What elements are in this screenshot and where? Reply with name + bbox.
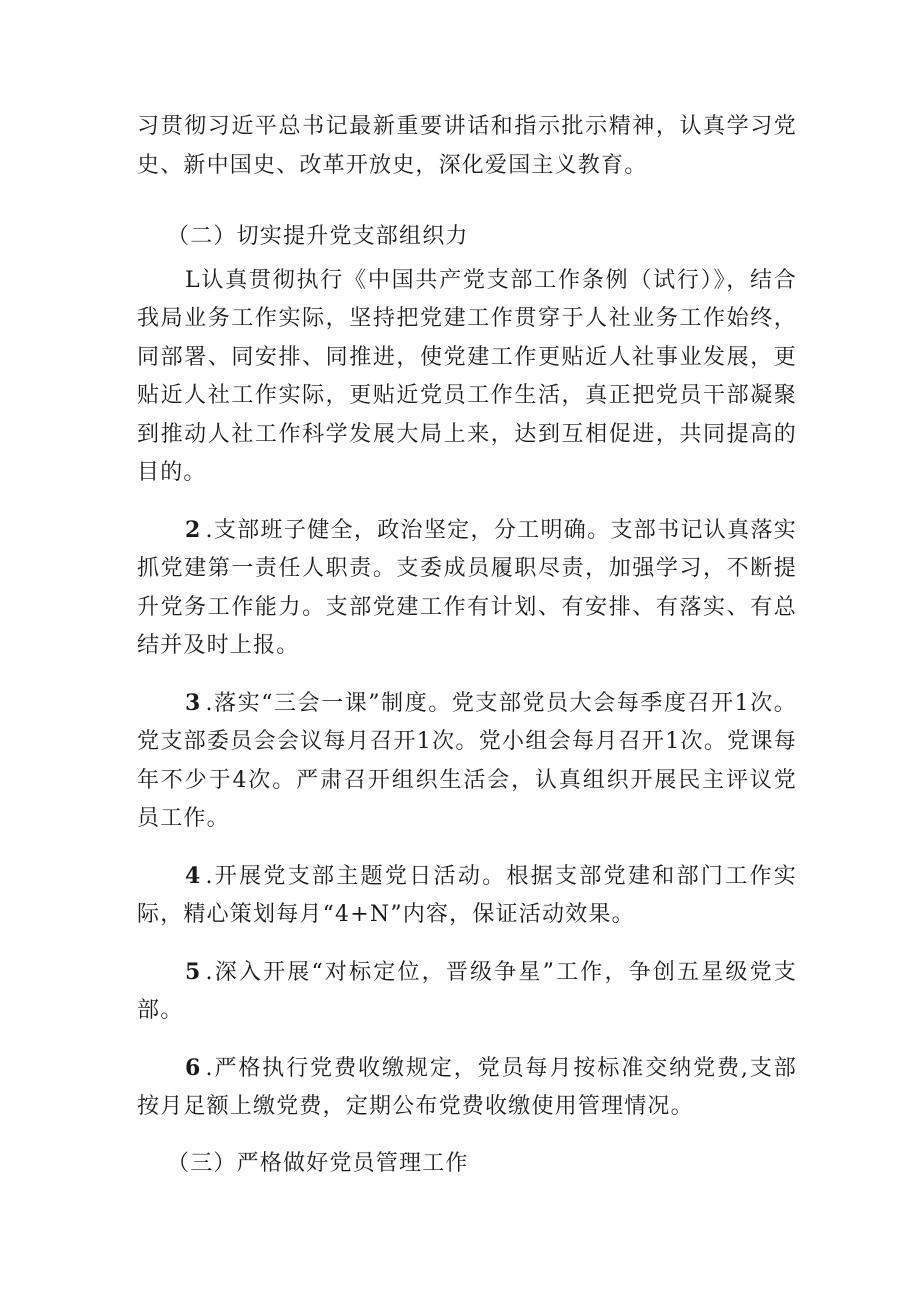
list-item-1 bbox=[137, 262, 797, 493]
list-item-number: 4 bbox=[185, 862, 202, 889]
list-item-2 bbox=[137, 511, 797, 666]
list-item-number: 2 bbox=[185, 516, 202, 543]
list-item-3 bbox=[137, 684, 797, 839]
section-heading-3: （三）严格做好党员管理工作 bbox=[167, 1150, 469, 1176]
list-item-5 bbox=[137, 953, 797, 1031]
list-item-text: .落实“三会一课”制度。党支部党员大会每季度召开1次。党支部委员会会议每月召开1次。党小组会每月召开1次。党课每年不少于4次。严肃召开组织生活会，认真组织开展民主评议党员工作。 bbox=[137, 690, 797, 831]
continuation-paragraph: 习贯彻习近平总书记最新重要讲话和指示批示精神，认真学习党史、新中国史、改革开放史，深化爱国主义教育。 bbox=[137, 114, 797, 178]
section-heading-2: （二）切实提升党支部组织力 bbox=[167, 224, 469, 249]
list-item-text: .严格执行党费收缴规定，党员每月按标准交纳党费,支部按月足额上缴党费，定期公布党费收缴使用管理情况。 bbox=[137, 1055, 797, 1119]
document-body bbox=[137, 108, 797, 1183]
list-item-text: .深入开展“对标定位，晋级争星”工作，争创五星级党支部。 bbox=[137, 959, 797, 1023]
list-item-number: 5 bbox=[185, 958, 202, 985]
list-item-4 bbox=[137, 857, 797, 935]
list-item-6 bbox=[137, 1049, 797, 1127]
list-item-text: .开展党支部主题党日活动。根据支部党建和部门工作实际，精心策划每月“4+N”内容，保证活动效果。 bbox=[137, 863, 797, 927]
list-item-text: .支部班子健全，政治坚定，分工明确。支部书记认真落实抓党建第一责任人职责。支委成员履职尽责，加强学习，不断提升党务工作能力。支部党建工作有计划、有安排、有落实、有总结并及时上报。 bbox=[137, 517, 797, 658]
list-item-text: L认真贯彻执行《中国共产党支部工作条例（试行）》，结合我局业务工作实际，坚持把党建工作贯穿于人社业务工作始终，同部署、同安排、同推进，使党建工作更贴近人社事业发展，更贴近人社工作实际，更贴近党员工作生活，真正把党员干部凝聚到推动人社工作科学发展大局上来，达到互相促进，共同提高的目的。 bbox=[137, 267, 797, 485]
list-item-number: 6 bbox=[185, 1054, 202, 1081]
list-item-number: 3 bbox=[185, 689, 202, 716]
